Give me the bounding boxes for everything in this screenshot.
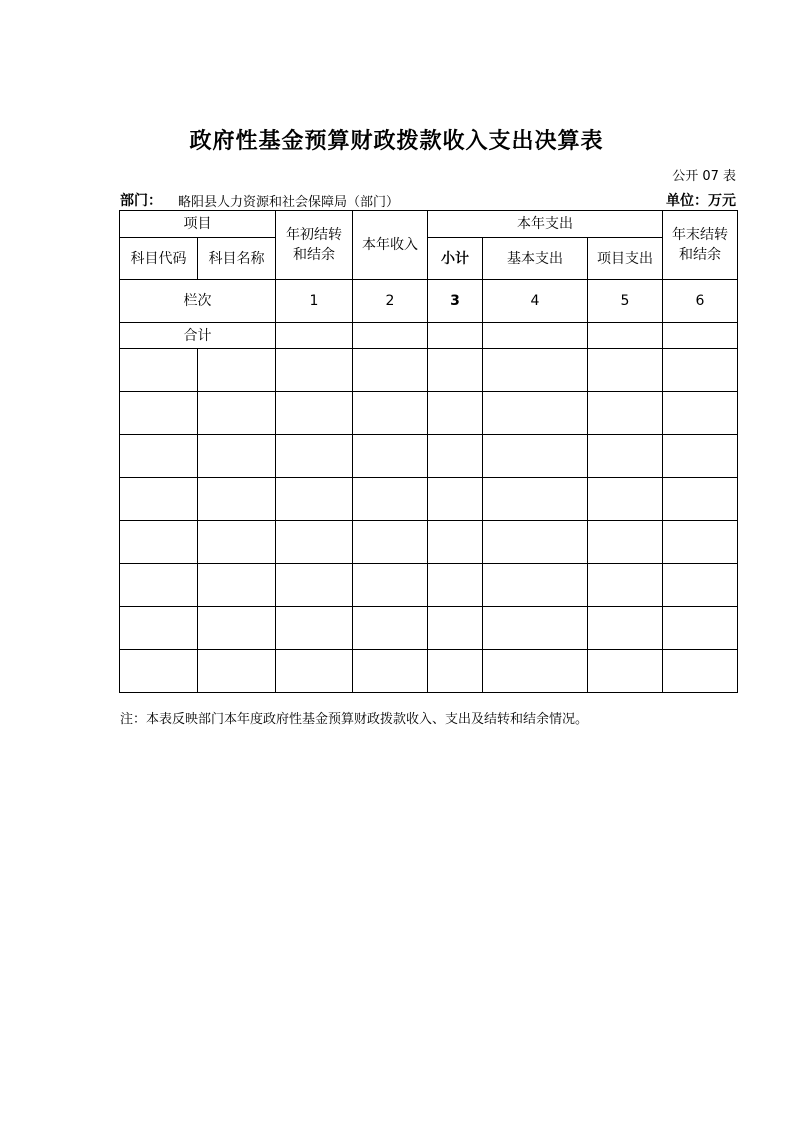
header-item: 项目 (120, 211, 276, 238)
table-cell (276, 349, 353, 392)
header-row-2 (120, 238, 738, 280)
header-current-income: 本年收入 (353, 211, 428, 280)
budget-table (119, 210, 738, 693)
table-cell (588, 435, 663, 478)
table-cell (353, 564, 428, 607)
index-row (120, 280, 738, 323)
table-cell (428, 650, 483, 693)
index-cell: 4 (483, 280, 588, 323)
page-title: 政府性基金预算财政拨款收入支出决算表 (189, 129, 604, 154)
table-cell (198, 349, 276, 392)
table-cell (120, 478, 198, 521)
table-cell (663, 478, 738, 521)
table-row (120, 564, 738, 607)
table-row (120, 349, 738, 392)
header-code: 科目代码 (120, 238, 198, 280)
index-cell: 1 (276, 280, 353, 323)
table-cell (198, 607, 276, 650)
table-cell (276, 323, 353, 349)
header-current-expense: 本年支出 (428, 211, 663, 238)
table-cell (663, 349, 738, 392)
header-name: 科目名称 (198, 238, 276, 280)
table-row (120, 607, 738, 650)
table-cell (353, 392, 428, 435)
unit-label: 单位：万元 (666, 193, 736, 209)
table-cell (663, 607, 738, 650)
header-closing-balance-text: 年末结转和结余 (672, 227, 728, 263)
footnote: 注：本表反映部门本年度政府性基金预算财政拨款收入、支出及结转和结余情况。 (120, 712, 589, 727)
table-cell (588, 521, 663, 564)
table-cell (588, 650, 663, 693)
table-cell (483, 521, 588, 564)
header-row-1 (120, 211, 738, 238)
table-row (120, 650, 738, 693)
table-cell (663, 650, 738, 693)
table-cell (428, 392, 483, 435)
table-cell (120, 650, 198, 693)
table-cell (428, 478, 483, 521)
table-cell (483, 435, 588, 478)
table-cell (120, 607, 198, 650)
index-cell: 3 (428, 280, 483, 323)
table-cell (198, 478, 276, 521)
table-cell (483, 478, 588, 521)
table-cell (198, 564, 276, 607)
table-cell (276, 564, 353, 607)
table-cell (276, 435, 353, 478)
table-cell (428, 564, 483, 607)
table-cell (663, 392, 738, 435)
table-cell (353, 478, 428, 521)
table-cell (353, 435, 428, 478)
table-cell (663, 435, 738, 478)
index-cell: 2 (353, 280, 428, 323)
table-cell (663, 323, 738, 349)
table-cell (353, 650, 428, 693)
table-cell (663, 521, 738, 564)
table-cell (120, 564, 198, 607)
table-cell (120, 392, 198, 435)
table-cell (276, 607, 353, 650)
table-cell (120, 521, 198, 564)
table-cell (588, 478, 663, 521)
table-cell (483, 650, 588, 693)
table-cell (483, 392, 588, 435)
table-cell (276, 478, 353, 521)
table-cell (276, 521, 353, 564)
table-cell (588, 607, 663, 650)
table-cell (483, 349, 588, 392)
table-cell (483, 323, 588, 349)
table-cell (588, 392, 663, 435)
table-cell (428, 435, 483, 478)
table-row (120, 435, 738, 478)
total-label: 合计 (120, 323, 276, 349)
table-row (120, 521, 738, 564)
table-cell (428, 349, 483, 392)
header-opening-balance-text: 年初结转和结余 (286, 227, 342, 263)
table-cell (483, 564, 588, 607)
header-basic-expense: 基本支出 (483, 238, 588, 280)
header-closing-balance (663, 211, 738, 280)
table-cell (588, 349, 663, 392)
table-cell (276, 650, 353, 693)
table-cell (353, 521, 428, 564)
header-subtotal: 小计 (428, 238, 483, 280)
table-cell (198, 650, 276, 693)
table-cell (198, 521, 276, 564)
table-cell (428, 607, 483, 650)
index-cell: 5 (588, 280, 663, 323)
form-code: 公开 07 表 (672, 169, 736, 184)
table-cell (588, 564, 663, 607)
table-cell (120, 435, 198, 478)
table-cell (198, 392, 276, 435)
table-row (120, 392, 738, 435)
table-cell (276, 392, 353, 435)
index-cell: 6 (663, 280, 738, 323)
table-cell (663, 564, 738, 607)
total-row (120, 323, 738, 349)
table-cell (198, 435, 276, 478)
table-cell (483, 607, 588, 650)
department-label: 部门： (120, 193, 162, 209)
table-cell (353, 349, 428, 392)
table-row (120, 478, 738, 521)
header-opening-balance (276, 211, 353, 280)
table-cell (353, 323, 428, 349)
table-cell (588, 323, 663, 349)
header-project-expense: 项目支出 (588, 238, 663, 280)
table-cell (120, 349, 198, 392)
department-name: 略阳县人力资源和社会保障局（部门） (178, 195, 400, 210)
table-cell (428, 521, 483, 564)
table-cell (353, 607, 428, 650)
index-label: 栏次 (120, 280, 276, 323)
table-cell (428, 323, 483, 349)
